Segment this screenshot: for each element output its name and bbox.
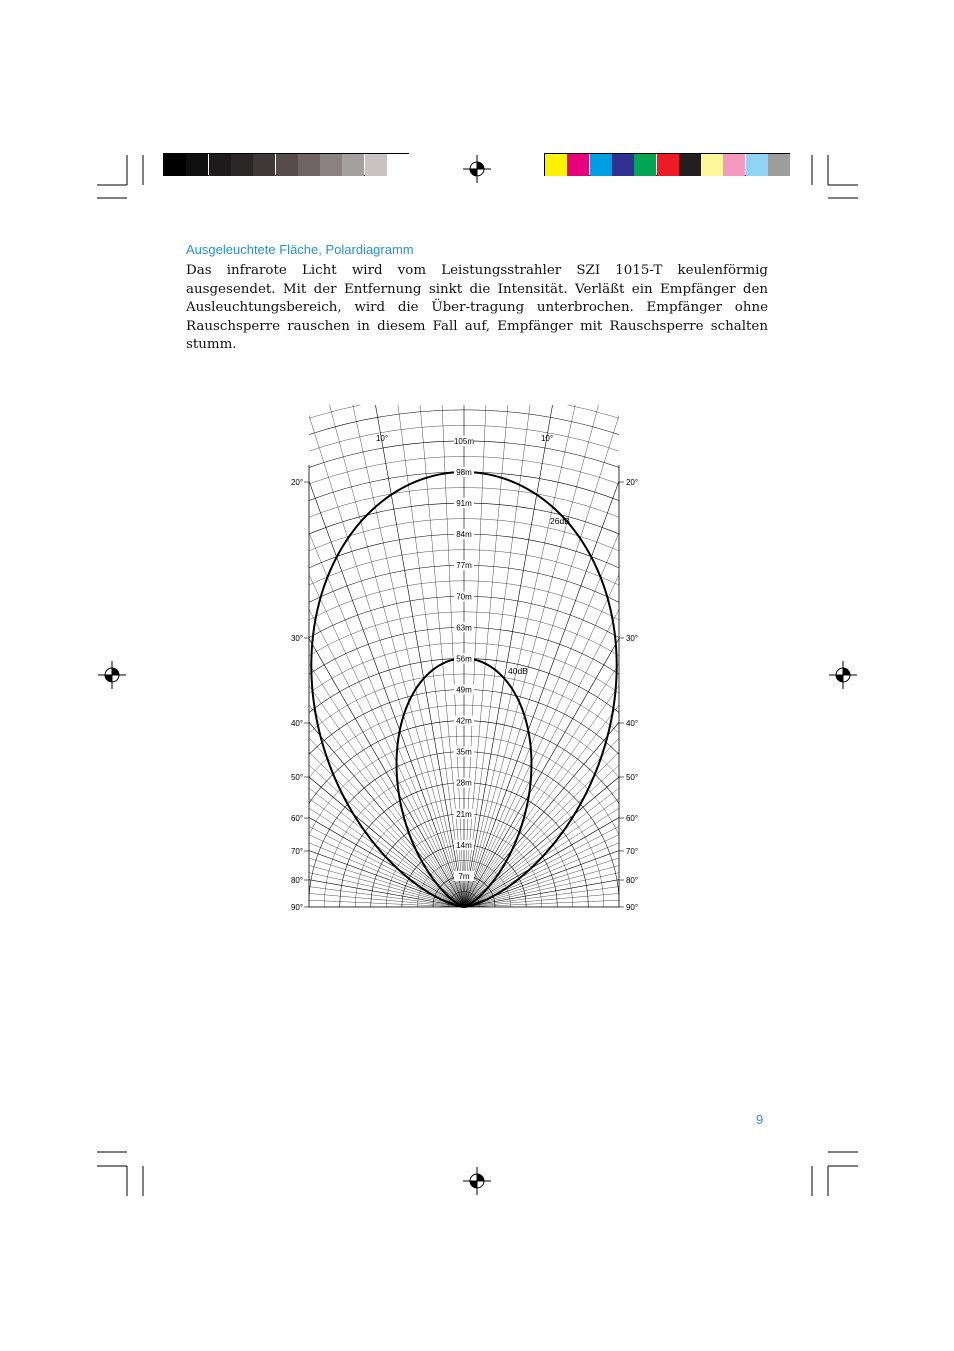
angle-line [464, 448, 954, 907]
angle-line [291, 126, 464, 907]
angle-tick-label-right: 70° [625, 847, 639, 856]
angle-line [158, 168, 464, 907]
angle-line [464, 214, 864, 907]
angle-line [464, 182, 802, 907]
section-heading: Ausgeleuchtete Fläche, Polardiagramm [186, 242, 414, 257]
angle-line [464, 734, 954, 907]
angle-line [126, 182, 464, 907]
angle-tick-label-right: 10° [540, 434, 554, 443]
angle-line [464, 803, 954, 907]
angle-line [464, 420, 954, 907]
angle-line [464, 341, 954, 907]
distance-tick-label: 98m [456, 468, 472, 477]
angle-line [190, 155, 464, 907]
angle-line [464, 144, 705, 907]
polar-grid [0, 107, 954, 1351]
angle-tick-label-right: 60° [625, 814, 639, 823]
angle-line [464, 393, 954, 907]
angle-line [464, 155, 738, 907]
angle-tick-label-left: 20° [290, 478, 304, 487]
angle-line [464, 168, 770, 907]
angle-line [95, 197, 464, 907]
angle-tick-label-right: 30° [625, 634, 639, 643]
angle-line [464, 872, 954, 907]
distance-tick-label: 49m [456, 685, 472, 695]
angle-line [464, 232, 894, 907]
angle-line [0, 477, 464, 907]
angle-line [5, 252, 464, 907]
angle-line [464, 538, 954, 907]
angle-line [0, 294, 464, 907]
angle-line [464, 367, 954, 907]
angle-line [223, 144, 464, 907]
distance-tick-label: 105m [453, 436, 475, 446]
angle-line [464, 294, 954, 907]
angle-line [464, 272, 951, 907]
angle-tick-label-right: 90° [625, 903, 639, 912]
angle-tick-label-right: 40° [625, 719, 639, 728]
angle-tick-label-right: 50° [625, 773, 639, 782]
angle-line [464, 317, 954, 907]
series-label-40db: 40dB [508, 666, 528, 676]
angle-line [464, 569, 954, 907]
distance-tick-label: 56m [456, 654, 472, 664]
page-number: 9 [756, 1112, 764, 1127]
angle-line [0, 272, 464, 907]
angle-tick-label-left: 10° [375, 434, 389, 443]
angle-tick-label-left: 70° [290, 847, 304, 856]
angle-line [0, 507, 464, 907]
distance-tick-label: 21m [456, 809, 472, 819]
distance-tick-label: 35m [456, 747, 472, 757]
angle-line [64, 214, 464, 907]
angle-line [464, 768, 954, 907]
distance-tick-label: 63m [456, 623, 472, 633]
body-paragraph: Das infrarote Licht wird vom Leistungsstrahler SZI 1015-T keulenförmig ausgesendet. Mit der Entfernung sinkt die Intensität. Verläßt ein Empfänger den Ausleuchtungsbereich, wird die Über-tragung unterbrochen. Empfänger ohne Rauschsperre rauschen in diesem Fall auf, Empfänger mit Rauschsperre schalten stumm. [186, 263, 768, 352]
angle-tick-label-right: 20° [625, 478, 639, 487]
angle-tick-label-right: 80° [625, 876, 639, 885]
angle-tick-label-left: 60° [290, 814, 304, 823]
angle-line [0, 569, 464, 907]
angle-line [0, 448, 464, 907]
angle-line [464, 507, 954, 907]
angle-line [360, 114, 464, 907]
angle-tick-label-left: 30° [290, 634, 304, 643]
distance-tick-label: 42m [456, 716, 472, 726]
angle-line [0, 803, 464, 907]
angle-line [0, 367, 464, 907]
distance-tick-label: 77m [456, 561, 472, 571]
angle-line [464, 700, 954, 907]
angle-line [0, 341, 464, 907]
angle-tick-label-left: 90° [290, 903, 304, 912]
angle-line [464, 197, 833, 907]
angle-line [0, 317, 464, 907]
angle-line [464, 114, 568, 907]
distance-arc [0, 394, 954, 1351]
angle-line [464, 837, 954, 907]
distance-arc [0, 379, 954, 1351]
distance-tick-label: 91m [456, 499, 472, 509]
distance-arc [0, 410, 954, 1351]
distance-tick-label: 28m [456, 778, 472, 788]
distance-tick-label: 14m [456, 840, 472, 850]
angle-tick-label-left: 50° [290, 773, 304, 782]
angle-line [464, 252, 923, 907]
angle-line [0, 700, 464, 907]
distance-tick-label: 70m [456, 592, 472, 602]
angle-tick-label-left: 40° [290, 719, 304, 728]
distance-tick-label: 7m [458, 871, 470, 881]
angle-line [0, 734, 464, 907]
series-label-26db: 26dB [550, 516, 570, 526]
distance-tick-label: 84m [456, 530, 472, 540]
angle-line [34, 232, 464, 907]
angle-line [0, 393, 464, 907]
angle-line [0, 872, 464, 907]
angle-tick-label-left: 80° [290, 876, 304, 885]
